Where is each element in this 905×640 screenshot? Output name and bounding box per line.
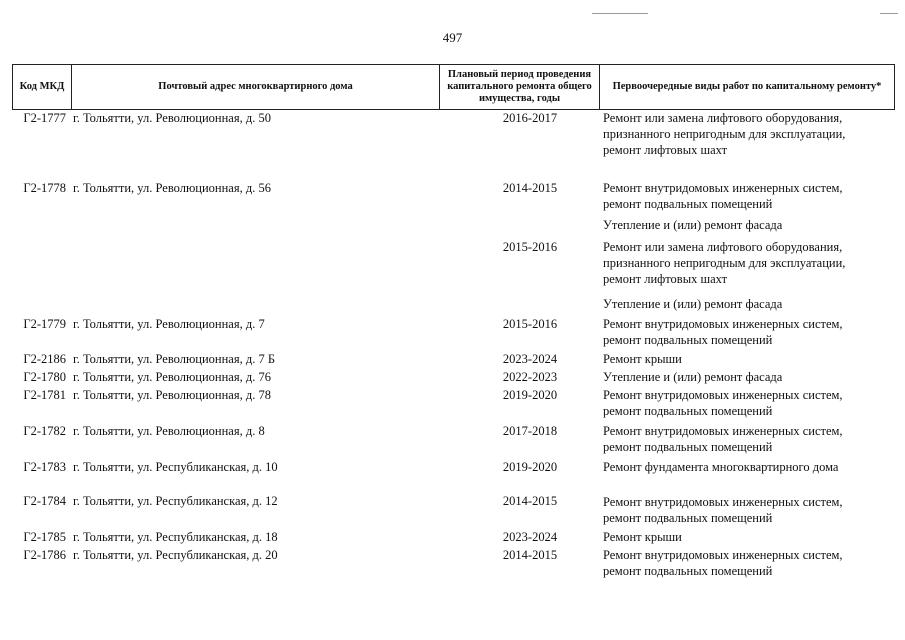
header-period: Плановый период проведения капитального ремонта общего имущества, годы <box>440 65 600 110</box>
row-period: 2019-2020 <box>502 460 558 474</box>
row-code: Г2-1778 <box>23 181 66 195</box>
row-code: Г2-1781 <box>23 388 66 402</box>
row-works: Ремонт внутридомовых инженерных систем, ремонт подвальных помещений <box>603 424 843 454</box>
row-period: 2014-2015 <box>502 548 558 562</box>
row-period: 2016-2017 <box>502 111 558 125</box>
row-works: Ремонт фундамента многоквартирного дома <box>603 460 839 474</box>
header-address: Почтовый адрес многоквартирного дома <box>72 65 440 110</box>
row-works: Утепление и (или) ремонт фасада <box>603 370 783 384</box>
row-period: 2023-2024 <box>502 352 558 366</box>
row-address: г. Тольятти, ул. Революционная, д. 50 <box>73 111 271 125</box>
row-period: 2014-2015 <box>502 181 558 195</box>
row-works: Ремонт внутридомовых инженерных систем, ремонт подвальных помещений <box>603 317 843 347</box>
header-works: Первоочередные виды работ по капитальному ремонту* <box>600 65 895 110</box>
row-code: Г2-1780 <box>23 370 66 384</box>
row-code: Г2-1777 <box>23 111 66 125</box>
row-address: г. Тольятти, ул. Революционная, д. 7 <box>73 317 265 331</box>
row-address: г. Тольятти, ул. Республиканская, д. 20 <box>73 548 278 562</box>
row-address: г. Тольятти, ул. Революционная, д. 56 <box>73 181 271 195</box>
header-code: Код МКД <box>13 65 72 110</box>
row-works: Ремонт крыши <box>603 352 682 366</box>
row-works: Ремонт или замена лифтового оборудования, признанного непригодным для эксплуатации, ремонт лифтовых шахт <box>603 240 846 286</box>
row-period: 2014-2015 <box>502 494 558 508</box>
row-code: Г2-1782 <box>23 424 66 438</box>
row-period: 2023-2024 <box>502 530 558 544</box>
table-header <box>12 64 895 110</box>
row-address: г. Тольятти, ул. Революционная, д. 76 <box>73 370 271 384</box>
row-code: Г2-1785 <box>23 530 66 544</box>
row-period: 2015-2016 <box>502 317 558 331</box>
row-address: г. Тольятти, ул. Революционная, д. 7 Б <box>73 352 276 366</box>
row-works: Утепление и (или) ремонт фасада <box>603 297 783 311</box>
row-address: г. Тольятти, ул. Революционная, д. 78 <box>73 388 271 402</box>
row-address: г. Тольятти, ул. Республиканская, д. 12 <box>73 494 278 508</box>
row-address: г. Тольятти, ул. Республиканская, д. 10 <box>73 460 278 474</box>
row-works: Ремонт крыши <box>603 530 682 544</box>
row-period: 2015-2016 <box>502 240 558 254</box>
scan-mark <box>880 13 898 14</box>
row-code: Г2-1784 <box>23 494 66 508</box>
row-period: 2022-2023 <box>502 370 558 384</box>
page-number: 497 <box>442 30 463 45</box>
row-works: Ремонт внутридомовых инженерных систем, ремонт подвальных помещений <box>603 388 843 418</box>
row-address: г. Тольятти, ул. Республиканская, д. 18 <box>73 530 278 544</box>
row-works: Ремонт внутридомовых инженерных систем, ремонт подвальных помещений <box>603 495 843 525</box>
row-period: 2019-2020 <box>502 388 558 402</box>
row-address: г. Тольятти, ул. Революционная, д. 8 <box>73 424 265 438</box>
row-code: Г2-1783 <box>23 460 66 474</box>
row-works: Утепление и (или) ремонт фасада <box>603 218 783 232</box>
row-works: Ремонт внутридомовых инженерных систем, ремонт подвальных помещений <box>603 548 843 578</box>
row-code: Г2-1779 <box>23 317 66 331</box>
scan-mark <box>592 13 648 14</box>
row-period: 2017-2018 <box>502 424 558 438</box>
row-code: Г2-1786 <box>23 548 66 562</box>
row-code: Г2-2186 <box>23 352 66 366</box>
row-works: Ремонт или замена лифтового оборудования, признанного непригодным для эксплуатации, ремонт лифтовых шахт <box>603 111 846 157</box>
row-works: Ремонт внутридомовых инженерных систем, ремонт подвальных помещений <box>603 181 843 211</box>
